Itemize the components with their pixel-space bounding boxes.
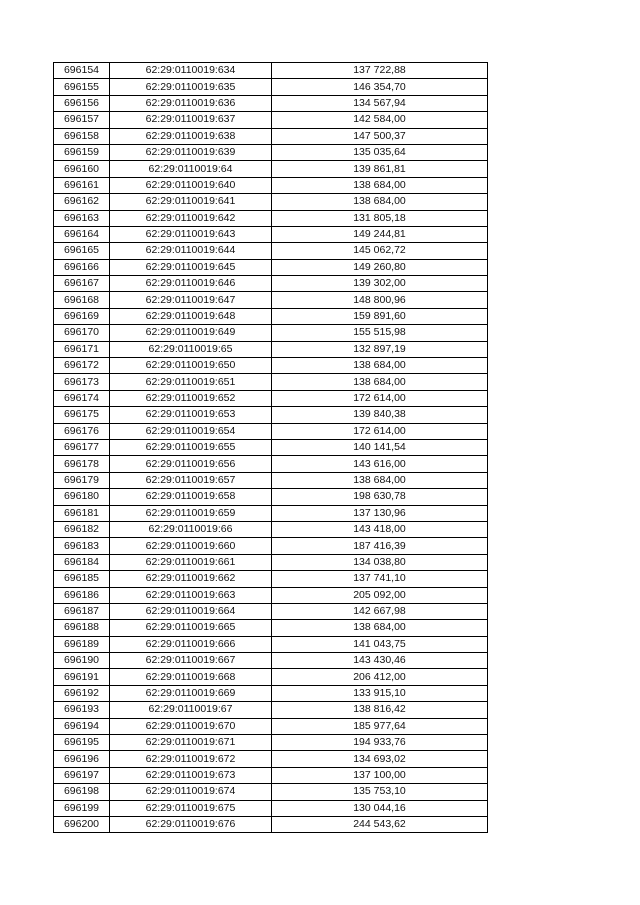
cadastral-value-cell: 187 416,39 — [272, 538, 488, 554]
row-id-cell: 696184 — [54, 554, 110, 570]
cadastral-value-cell: 159 891,60 — [272, 308, 488, 324]
cadastral-value-cell: 138 684,00 — [272, 177, 488, 193]
row-id-cell: 696155 — [54, 79, 110, 95]
table-row — [54, 308, 488, 324]
cadastral-number-cell: 62:29:0110019:654 — [110, 423, 272, 439]
table-row — [54, 587, 488, 603]
row-id-cell: 696200 — [54, 816, 110, 832]
row-id-cell: 696194 — [54, 718, 110, 734]
cadastral-value-cell: 198 630,78 — [272, 489, 488, 505]
cadastral-number-cell: 62:29:0110019:67 — [110, 702, 272, 718]
table-row — [54, 472, 488, 488]
cadastral-value-cell: 141 043,75 — [272, 636, 488, 652]
cadastral-value-cell: 185 977,64 — [272, 718, 488, 734]
cadastral-number-cell: 62:29:0110019:652 — [110, 390, 272, 406]
table-row — [54, 226, 488, 242]
cadastral-value-cell: 149 244,81 — [272, 226, 488, 242]
table-row — [54, 112, 488, 128]
table-row — [54, 521, 488, 537]
row-id-cell: 696190 — [54, 653, 110, 669]
table-row — [54, 63, 488, 79]
cadastral-number-cell: 62:29:0110019:655 — [110, 439, 272, 455]
cadastral-value-cell: 135 035,64 — [272, 144, 488, 160]
table-row — [54, 538, 488, 554]
row-id-cell: 696163 — [54, 210, 110, 226]
cadastral-value-cell: 138 816,42 — [272, 702, 488, 718]
cadastral-value-cell: 131 805,18 — [272, 210, 488, 226]
row-id-cell: 696166 — [54, 259, 110, 275]
cadastral-value-cell: 205 092,00 — [272, 587, 488, 603]
table-row — [54, 194, 488, 210]
cadastral-value-cell: 172 614,00 — [272, 390, 488, 406]
table-row — [54, 358, 488, 374]
table-row — [54, 505, 488, 521]
cadastral-number-cell: 62:29:0110019:656 — [110, 456, 272, 472]
cadastral-number-cell: 62:29:0110019:668 — [110, 669, 272, 685]
table-row — [54, 243, 488, 259]
cadastral-value-cell: 172 614,00 — [272, 423, 488, 439]
cadastral-number-cell: 62:29:0110019:64 — [110, 161, 272, 177]
cadastral-number-cell: 62:29:0110019:637 — [110, 112, 272, 128]
cadastral-number-cell: 62:29:0110019:653 — [110, 407, 272, 423]
cadastral-number-cell: 62:29:0110019:662 — [110, 571, 272, 587]
cadastral-number-cell: 62:29:0110019:673 — [110, 767, 272, 783]
cadastral-value-cell: 145 062,72 — [272, 243, 488, 259]
cadastral-value-cell: 206 412,00 — [272, 669, 488, 685]
cadastral-number-cell: 62:29:0110019:659 — [110, 505, 272, 521]
cadastral-value-cell: 137 741,10 — [272, 571, 488, 587]
cadastral-number-cell: 62:29:0110019:640 — [110, 177, 272, 193]
row-id-cell: 696189 — [54, 636, 110, 652]
row-id-cell: 696160 — [54, 161, 110, 177]
table-row — [54, 816, 488, 832]
cadastral-value-cell: 135 753,10 — [272, 784, 488, 800]
cadastral-value-cell: 138 684,00 — [272, 358, 488, 374]
cadastral-value-cell: 142 584,00 — [272, 112, 488, 128]
cadastral-value-cell: 137 100,00 — [272, 767, 488, 783]
row-id-cell: 696188 — [54, 620, 110, 636]
table-row — [54, 259, 488, 275]
cadastral-number-cell: 62:29:0110019:636 — [110, 95, 272, 111]
table-row — [54, 800, 488, 816]
table-row — [54, 702, 488, 718]
row-id-cell: 696164 — [54, 226, 110, 242]
table-row — [54, 489, 488, 505]
cadastral-value-cell: 134 693,02 — [272, 751, 488, 767]
cadastral-number-cell: 62:29:0110019:666 — [110, 636, 272, 652]
table-row — [54, 751, 488, 767]
row-id-cell: 696157 — [54, 112, 110, 128]
table-row — [54, 144, 488, 160]
cadastral-value-cell: 155 515,98 — [272, 325, 488, 341]
row-id-cell: 696197 — [54, 767, 110, 783]
table-row — [54, 439, 488, 455]
cadastral-value-cell: 143 616,00 — [272, 456, 488, 472]
row-id-cell: 696186 — [54, 587, 110, 603]
cadastral-number-cell: 62:29:0110019:639 — [110, 144, 272, 160]
row-id-cell: 696173 — [54, 374, 110, 390]
cadastral-number-cell: 62:29:0110019:650 — [110, 358, 272, 374]
table-row — [54, 407, 488, 423]
cadastral-number-cell: 62:29:0110019:649 — [110, 325, 272, 341]
cadastral-number-cell: 62:29:0110019:634 — [110, 63, 272, 79]
table-row — [54, 669, 488, 685]
cadastral-number-cell: 62:29:0110019:676 — [110, 816, 272, 832]
cadastral-number-cell: 62:29:0110019:638 — [110, 128, 272, 144]
cadastral-value-cell: 149 260,80 — [272, 259, 488, 275]
row-id-cell: 696168 — [54, 292, 110, 308]
row-id-cell: 696154 — [54, 63, 110, 79]
cadastral-number-cell: 62:29:0110019:669 — [110, 685, 272, 701]
table-row — [54, 276, 488, 292]
cadastral-number-cell: 62:29:0110019:660 — [110, 538, 272, 554]
table-row — [54, 636, 488, 652]
table-row — [54, 603, 488, 619]
row-id-cell: 696162 — [54, 194, 110, 210]
cadastral-value-cell: 244 543,62 — [272, 816, 488, 832]
row-id-cell: 696174 — [54, 390, 110, 406]
row-id-cell: 696182 — [54, 521, 110, 537]
cadastral-number-cell: 62:29:0110019:670 — [110, 718, 272, 734]
cadastral-number-cell: 62:29:0110019:665 — [110, 620, 272, 636]
cadastral-value-cell: 137 722,88 — [272, 63, 488, 79]
cadastral-value-cell: 139 861,81 — [272, 161, 488, 177]
cadastral-value-cell: 143 418,00 — [272, 521, 488, 537]
row-id-cell: 696198 — [54, 784, 110, 800]
table-row — [54, 620, 488, 636]
row-id-cell: 696195 — [54, 735, 110, 751]
table-row — [54, 653, 488, 669]
table-row — [54, 128, 488, 144]
cadastral-number-cell: 62:29:0110019:642 — [110, 210, 272, 226]
row-id-cell: 696191 — [54, 669, 110, 685]
cadastral-number-cell: 62:29:0110019:663 — [110, 587, 272, 603]
table-body — [54, 63, 488, 833]
row-id-cell: 696169 — [54, 308, 110, 324]
row-id-cell: 696178 — [54, 456, 110, 472]
row-id-cell: 696181 — [54, 505, 110, 521]
table-row — [54, 79, 488, 95]
cadastral-value-cell: 194 933,76 — [272, 735, 488, 751]
table-row — [54, 292, 488, 308]
row-id-cell: 696165 — [54, 243, 110, 259]
cadastral-number-cell: 62:29:0110019:667 — [110, 653, 272, 669]
cadastral-value-cell: 138 684,00 — [272, 620, 488, 636]
row-id-cell: 696156 — [54, 95, 110, 111]
cadastral-value-cell: 138 684,00 — [272, 374, 488, 390]
cadastral-number-cell: 62:29:0110019:664 — [110, 603, 272, 619]
cadastral-number-cell: 62:29:0110019:646 — [110, 276, 272, 292]
table-row — [54, 718, 488, 734]
row-id-cell: 696196 — [54, 751, 110, 767]
cadastral-number-cell: 62:29:0110019:648 — [110, 308, 272, 324]
table-row — [54, 95, 488, 111]
row-id-cell: 696183 — [54, 538, 110, 554]
cadastral-number-cell: 62:29:0110019:647 — [110, 292, 272, 308]
row-id-cell: 696175 — [54, 407, 110, 423]
cadastral-number-cell: 62:29:0110019:658 — [110, 489, 272, 505]
cadastral-number-cell: 62:29:0110019:661 — [110, 554, 272, 570]
cadastral-number-cell: 62:29:0110019:674 — [110, 784, 272, 800]
row-id-cell: 696187 — [54, 603, 110, 619]
cadastral-number-cell: 62:29:0110019:671 — [110, 735, 272, 751]
cadastral-number-cell: 62:29:0110019:641 — [110, 194, 272, 210]
row-id-cell: 696159 — [54, 144, 110, 160]
cadastral-value-cell: 133 915,10 — [272, 685, 488, 701]
table-row — [54, 423, 488, 439]
table-row — [54, 456, 488, 472]
row-id-cell: 696161 — [54, 177, 110, 193]
table-row — [54, 767, 488, 783]
row-id-cell: 696167 — [54, 276, 110, 292]
row-id-cell: 696193 — [54, 702, 110, 718]
cadastral-value-cell: 140 141,54 — [272, 439, 488, 455]
row-id-cell: 696171 — [54, 341, 110, 357]
cadastral-value-cell: 132 897,19 — [272, 341, 488, 357]
cadastral-value-cell: 147 500,37 — [272, 128, 488, 144]
table-row — [54, 390, 488, 406]
cadastral-number-cell: 62:29:0110019:65 — [110, 341, 272, 357]
cadastral-number-cell: 62:29:0110019:657 — [110, 472, 272, 488]
table-row — [54, 554, 488, 570]
row-id-cell: 696172 — [54, 358, 110, 374]
row-id-cell: 696158 — [54, 128, 110, 144]
cadastral-value-cell: 130 044,16 — [272, 800, 488, 816]
cadastral-number-cell: 62:29:0110019:66 — [110, 521, 272, 537]
table-row — [54, 177, 488, 193]
cadastral-value-cell: 139 302,00 — [272, 276, 488, 292]
row-id-cell: 696192 — [54, 685, 110, 701]
row-id-cell: 696180 — [54, 489, 110, 505]
table-row — [54, 161, 488, 177]
cadastral-value-cell: 138 684,00 — [272, 194, 488, 210]
cadastral-value-cell: 143 430,46 — [272, 653, 488, 669]
row-id-cell: 696179 — [54, 472, 110, 488]
cadastral-value-cell: 146 354,70 — [272, 79, 488, 95]
row-id-cell: 696199 — [54, 800, 110, 816]
table-row — [54, 374, 488, 390]
cadastral-number-cell: 62:29:0110019:644 — [110, 243, 272, 259]
cadastral-value-cell: 148 800,96 — [272, 292, 488, 308]
cadastral-value-cell: 137 130,96 — [272, 505, 488, 521]
cadastral-value-cell: 139 840,38 — [272, 407, 488, 423]
cadastral-number-cell: 62:29:0110019:672 — [110, 751, 272, 767]
cadastral-number-cell: 62:29:0110019:645 — [110, 259, 272, 275]
cadastral-value-cell: 134 038,80 — [272, 554, 488, 570]
cadastral-value-table — [53, 62, 488, 833]
row-id-cell: 696176 — [54, 423, 110, 439]
table-row — [54, 735, 488, 751]
table-row — [54, 210, 488, 226]
cadastral-value-cell: 142 667,98 — [272, 603, 488, 619]
cadastral-number-cell: 62:29:0110019:643 — [110, 226, 272, 242]
table-row — [54, 341, 488, 357]
table-row — [54, 685, 488, 701]
cadastral-number-cell: 62:29:0110019:675 — [110, 800, 272, 816]
cadastral-number-cell: 62:29:0110019:651 — [110, 374, 272, 390]
row-id-cell: 696170 — [54, 325, 110, 341]
table-row — [54, 325, 488, 341]
table-row — [54, 784, 488, 800]
table-row — [54, 571, 488, 587]
cadastral-value-cell: 138 684,00 — [272, 472, 488, 488]
row-id-cell: 696177 — [54, 439, 110, 455]
row-id-cell: 696185 — [54, 571, 110, 587]
cadastral-number-cell: 62:29:0110019:635 — [110, 79, 272, 95]
cadastral-value-cell: 134 567,94 — [272, 95, 488, 111]
